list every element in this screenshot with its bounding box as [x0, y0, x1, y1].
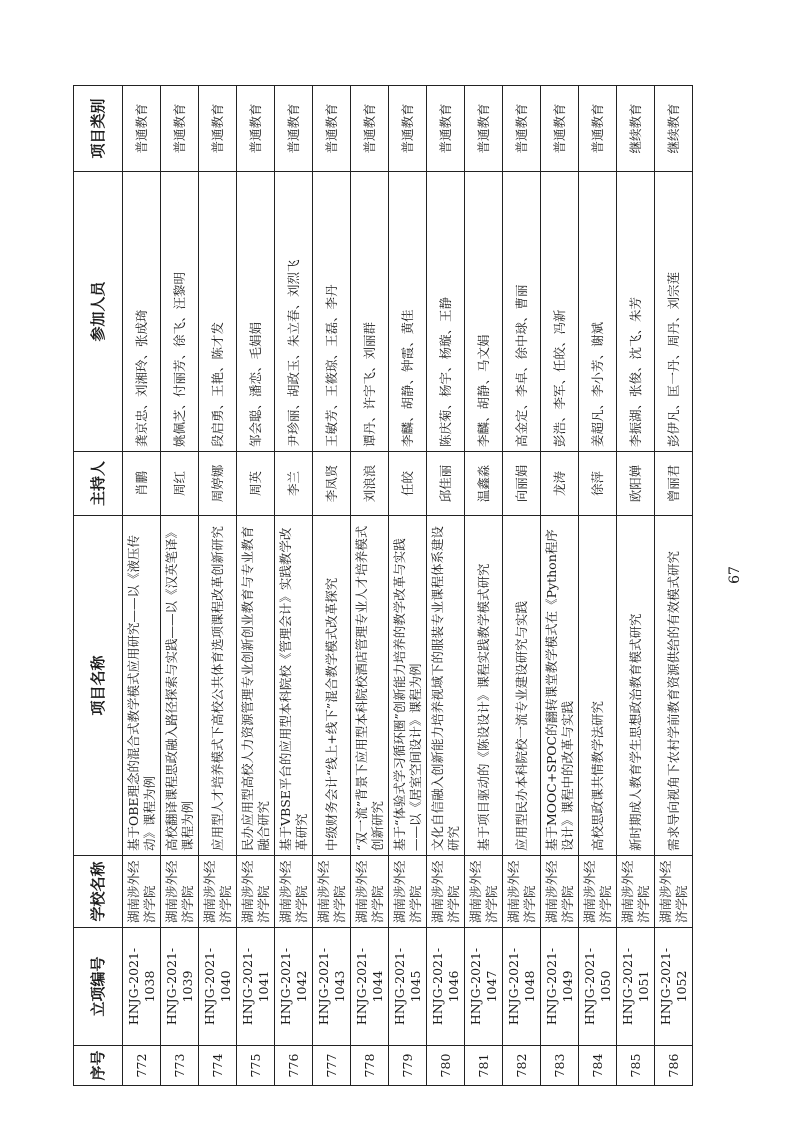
- table-cell: 781: [465, 1046, 503, 1086]
- header-cell: 主持人: [74, 452, 123, 516]
- header-cell: 立项编号: [74, 928, 123, 1046]
- table-row: [541, 86, 579, 1086]
- table-cell: 温鑫淼: [465, 452, 503, 516]
- table-cell: 湖南涉外经济学院: [389, 856, 427, 928]
- table-row: [351, 86, 389, 1086]
- table-cell: 普通教育: [389, 86, 427, 172]
- table-cell: 段启勇、王艳、陈才发: [199, 172, 237, 452]
- table-cell: 湖南涉外经济学院: [123, 856, 161, 928]
- table-cell: 湖南涉外经济学院: [465, 856, 503, 928]
- table-wrapper: [73, 86, 693, 1086]
- table-cell: 基于OBE理念的混合式教学模式应用研究——以《液压传动》课程为例: [123, 516, 161, 856]
- header-cell: 项目名称: [74, 516, 123, 856]
- table-cell: 779: [389, 1046, 427, 1086]
- table-row: [161, 86, 199, 1086]
- table-cell: 普通教育: [275, 86, 313, 172]
- table-cell: HNJG-2021-1043: [313, 928, 351, 1046]
- header-cell: 参加人员: [74, 172, 123, 452]
- table-cell: 773: [161, 1046, 199, 1086]
- table-body: [123, 86, 693, 1086]
- table-cell: 继续教育: [617, 86, 655, 172]
- table-row: [617, 86, 655, 1086]
- table-cell: HNJG-2021-1044: [351, 928, 389, 1046]
- table-cell: 780: [427, 1046, 465, 1086]
- table-cell: 王敏芳、王筱琼、王磊、李丹: [313, 172, 351, 452]
- table-cell: 欧阳婵: [617, 452, 655, 516]
- table-cell: 需求导向视角下农村学前教育资源供给的有效模式研究: [655, 516, 693, 856]
- table-cell: 基于VBSE平台的应用型本科院校《管理会计》实践教学改革研究: [275, 516, 313, 856]
- table-row: [427, 86, 465, 1086]
- table-cell: 李麟、胡静、钟霞、黄佳: [389, 172, 427, 452]
- table-cell: HNJG-2021-1039: [161, 928, 199, 1046]
- table-cell: 782: [503, 1046, 541, 1086]
- table-cell: HNJG-2021-1042: [275, 928, 313, 1046]
- table-cell: 普通教育: [351, 86, 389, 172]
- table-cell: 普通教育: [541, 86, 579, 172]
- table-row: [655, 86, 693, 1086]
- table-cell: 新时期成人教育学生思想政治教育模式研究: [617, 516, 655, 856]
- table-cell: 应用型人才培养模式下高校公共体育选项课程改革创新研究: [199, 516, 237, 856]
- table-row: [313, 86, 351, 1086]
- table-cell: 曾丽君: [655, 452, 693, 516]
- table-cell: 龚京忠、刘湘玲、张成琦: [123, 172, 161, 452]
- table-cell: 李兰: [275, 452, 313, 516]
- table-cell: 784: [579, 1046, 617, 1086]
- table-cell: 湖南涉外经济学院: [199, 856, 237, 928]
- table-cell: HNJG-2021-1040: [199, 928, 237, 1046]
- table-cell: 776: [275, 1046, 313, 1086]
- table-cell: 龙涛: [541, 452, 579, 516]
- table-cell: 文化自信融入创新能力培养视域下的服装专业课程体系建设研究: [427, 516, 465, 856]
- table-cell: 湖南涉外经济学院: [503, 856, 541, 928]
- table-cell: 向丽娟: [503, 452, 541, 516]
- table-cell: 湖南涉外经济学院: [579, 856, 617, 928]
- table-cell: 继续教育: [655, 86, 693, 172]
- table-cell: 中级财务会计“线上+线下”混合教学模式改革探究: [313, 516, 351, 856]
- table-cell: HNJG-2021-1050: [579, 928, 617, 1046]
- table-row: [465, 86, 503, 1086]
- table-cell: 陈庆菊、杨宇、杨璇、王静: [427, 172, 465, 452]
- table-cell: 基于项目驱动的《陈设设计》课程实践教学模式研究: [465, 516, 503, 856]
- table-cell: 湖南涉外经济学院: [655, 856, 693, 928]
- table-row: [237, 86, 275, 1086]
- table-cell: 周红: [161, 452, 199, 516]
- table-cell: 肖鹏: [123, 452, 161, 516]
- table-cell: 786: [655, 1046, 693, 1086]
- table-cell: 彭浩、李军、任皎、冯新: [541, 172, 579, 452]
- table-cell: 周婷娜: [199, 452, 237, 516]
- table-cell: 基于“体验式学习循环圈”创新能力培养的教学改革与实践——以《居室空间设计》课程为例: [389, 516, 427, 856]
- table-cell: 湖南涉外经济学院: [161, 856, 199, 928]
- table-cell: 湖南涉外经济学院: [617, 856, 655, 928]
- table-cell: HNJG-2021-1041: [237, 928, 275, 1046]
- table-cell: 邱佳丽: [427, 452, 465, 516]
- table-cell: 姚佩芝、付丽芳、徐飞、汪黎明: [161, 172, 199, 452]
- table-cell: HNJG-2021-1049: [541, 928, 579, 1046]
- table-row: [503, 86, 541, 1086]
- table-cell: 尹珍丽、胡政玉、朱立春、刘烈飞: [275, 172, 313, 452]
- table-cell: HNJG-2021-1046: [427, 928, 465, 1046]
- table-row: [579, 86, 617, 1086]
- header-cell: 序号: [74, 1046, 123, 1086]
- table-cell: 普通教育: [199, 86, 237, 172]
- table-cell: 湖南涉外经济学院: [313, 856, 351, 928]
- table-cell: “双一流”背景下应用型本科院校酒店管理专业人才培养模式创新研究: [351, 516, 389, 856]
- table-cell: 湖南涉外经济学院: [351, 856, 389, 928]
- table-cell: 783: [541, 1046, 579, 1086]
- table-cell: 湖南涉外经济学院: [237, 856, 275, 928]
- table-cell: 李凤贤: [313, 452, 351, 516]
- table-cell: 772: [123, 1046, 161, 1086]
- table-row: [389, 86, 427, 1086]
- table-cell: 785: [617, 1046, 655, 1086]
- table-cell: 刘浪浪: [351, 452, 389, 516]
- table-cell: 湖南涉外经济学院: [541, 856, 579, 928]
- table-cell: 徐萍: [579, 452, 617, 516]
- rotated-page: [73, 86, 693, 1086]
- table-cell: 基于MOOC+SPOC的翻转课堂教学模式在《Python程序设计》课程中的改革与实践: [541, 516, 579, 856]
- table-cell: 李麟、胡静、马文娟: [465, 172, 503, 452]
- header-cell: 项目类别: [74, 86, 123, 172]
- table-cell: HNJG-2021-1045: [389, 928, 427, 1046]
- table-cell: 湖南涉外经济学院: [427, 856, 465, 928]
- table-cell: 普通教育: [123, 86, 161, 172]
- table-cell: 民办应用型高校人力资源管理专业创新创业教育与专业教育融合研究: [237, 516, 275, 856]
- table-row: [199, 86, 237, 1086]
- table-row: [275, 86, 313, 1086]
- table-cell: 谭丹、许宇飞、刘丽群: [351, 172, 389, 452]
- table-cell: 邹会聪、潘恋、毛娟娟: [237, 172, 275, 452]
- table-cell: 应用型民办本科院校一流专业建设研究与实践: [503, 516, 541, 856]
- table-cell: 普通教育: [313, 86, 351, 172]
- table-cell: 高校思政课共情教学法研究: [579, 516, 617, 856]
- header-cell: 学校名称: [74, 856, 123, 928]
- table-cell: 彭伊凡、匡一丹、周丹、刘宗莲: [655, 172, 693, 452]
- table-cell: 普通教育: [503, 86, 541, 172]
- table-cell: 任皎: [389, 452, 427, 516]
- table-cell: 普通教育: [579, 86, 617, 172]
- table-cell: 李振湖、张俊、沈飞、朱芳: [617, 172, 655, 452]
- table-cell: 普通教育: [427, 86, 465, 172]
- table-cell: 湖南涉外经济学院: [275, 856, 313, 928]
- table-cell: HNJG-2021-1051: [617, 928, 655, 1046]
- project-table: [73, 85, 693, 1086]
- table-cell: 周英: [237, 452, 275, 516]
- table-cell: 774: [199, 1046, 237, 1086]
- table-cell: 高金定、李卓、徐中球、曹丽: [503, 172, 541, 452]
- table-cell: HNJG-2021-1052: [655, 928, 693, 1046]
- table-cell: 普通教育: [161, 86, 199, 172]
- table-cell: HNJG-2021-1047: [465, 928, 503, 1046]
- page-number: 67: [727, 566, 743, 584]
- table-cell: 普通教育: [465, 86, 503, 172]
- table-cell: HNJG-2021-1048: [503, 928, 541, 1046]
- table-cell: 高校翻译课程思政融入路径探索与实践——以《汉英笔译》课程为例: [161, 516, 199, 856]
- table-cell: 777: [313, 1046, 351, 1086]
- table-cell: 姜超凡、李小芳、谢斌: [579, 172, 617, 452]
- table-cell: HNJG-2021-1038: [123, 928, 161, 1046]
- table-header-row: [74, 86, 123, 1086]
- table-row: [123, 86, 161, 1086]
- table-cell: 775: [237, 1046, 275, 1086]
- table-cell: 778: [351, 1046, 389, 1086]
- table-cell: 普通教育: [237, 86, 275, 172]
